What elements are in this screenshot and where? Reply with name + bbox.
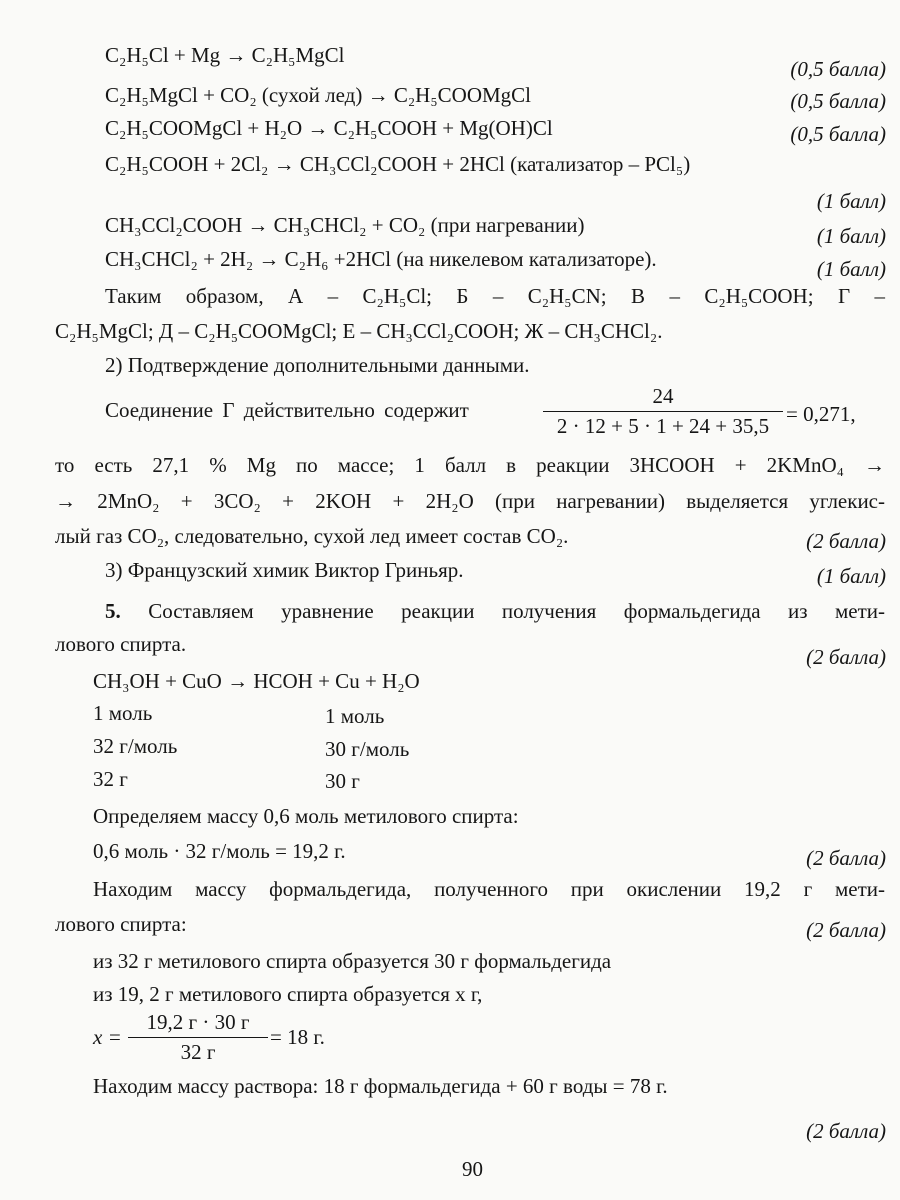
table-cell: 32 г — [93, 767, 128, 791]
confirm-line-3: лый газ CO₂, следовательно, сухой лед имеет состав CO₂. — [55, 524, 569, 548]
proportion-1: из 32 г метилового спирта образуется 30 г формальдегида — [93, 949, 612, 973]
score: (1 балл) — [816, 189, 886, 213]
fraction-numerator: 19,2 г · 30 г — [128, 1010, 268, 1038]
score: (2 балла) — [806, 918, 886, 942]
score: (2 балла) — [806, 529, 886, 553]
score: (2 балла) — [806, 846, 886, 870]
x-result: = 18 г. — [270, 1025, 325, 1049]
table-cell: 1 моль — [93, 701, 153, 725]
fraction-denominator: 2 · 12 + 5 · 1 + 24 + 35,5 — [556, 414, 770, 438]
confirm-line-2: → 2MnO₂ + 3CO₂ + 2KOH + 2H₂O (при нагревании) выделяется углекис- — [55, 489, 885, 513]
score: (1 балл) — [816, 224, 886, 248]
table-cell: 30 г/моль — [325, 737, 410, 761]
reaction-6: CH₃CHCl₂ + 2H₂ → C₂H₆ +2HCl (на никелевом катализаторе). — [105, 247, 657, 271]
proportion-2: из 19, 2 г метилового спирта образуется x г, — [93, 982, 483, 1006]
task-number: 5. — [105, 599, 121, 623]
score: (1 балл) — [816, 257, 886, 281]
mg-fraction — [543, 384, 783, 439]
score: (0,5 балла) — [790, 89, 886, 113]
fraction-result: = 0,271, — [786, 402, 856, 426]
score: (2 балла) — [806, 1119, 886, 1143]
task5-text: Составляем уравнение реакции получения формальдегида из мети- — [148, 599, 886, 623]
summary-line-2: C₂H₅MgCl; Д – C₂H₅COOMgCl; Е – CH₃CCl₂COOH; Ж – CH₃CHCl₂. — [55, 319, 663, 343]
formaldehyde-line-1: Находим массу формальдегида, полученного при окислении 19,2 г мети- — [93, 877, 885, 901]
reaction-3: C₂H₅COOMgCl + H₂O → C₂H₅COOH + Mg(OH)Cl — [105, 116, 553, 140]
table-cell: 30 г — [325, 769, 360, 793]
x-fraction — [128, 1010, 268, 1065]
solution-mass: Находим массу раствора: 18 г формальдегида + 60 г воды = 78 г. — [93, 1074, 668, 1098]
chemist-answer: 3) Французский химик Виктор Гриньяр. — [105, 558, 464, 582]
table-cell: 32 г/моль — [93, 734, 178, 758]
score: (2 балла) — [806, 645, 886, 669]
task5-line-2: лового спирта. — [55, 632, 187, 656]
mass-calc: 0,6 моль · 32 г/моль = 19,2 г. — [93, 839, 346, 863]
score: (0,5 балла) — [790, 122, 886, 146]
formaldehyde-line-2: лового спирта: — [55, 912, 187, 936]
fraction-numerator: 24 — [543, 384, 783, 412]
confirm-line-1: то есть 27,1 % Mg по массе; 1 балл в реакции 3HCOOH + 2KMnO₄ → — [55, 453, 885, 477]
summary-line-1: Таким образом, А – C₂H₅Cl; Б – C₂H₅CN; В – C₂H₅COOH; Г – — [105, 284, 885, 308]
score: (0,5 балла) — [790, 57, 886, 81]
table-cell: 1 моль — [325, 704, 385, 728]
reaction-2: C₂H₅MgCl + CO₂ (сухой лед) → C₂H₅COOMgCl — [105, 83, 532, 107]
mass-heading: Определяем массу 0,6 моль метилового спирта: — [93, 804, 519, 828]
x-variable: x = — [93, 1025, 122, 1049]
confirm-compound-text: Соединение Г действительно содержит — [105, 398, 469, 422]
reaction-5: CH₃CCl₂COOH → CH₃CHCl₂ + CO₂ (при нагревании) — [105, 213, 585, 237]
fraction-denominator: 32 г — [180, 1040, 216, 1064]
page-number: 90 — [462, 1157, 483, 1181]
task5-line-1 — [105, 598, 885, 624]
score: (1 балл) — [816, 564, 886, 588]
reaction-4: C₂H₅COOH + 2Cl₂ → CH₃CCl₂COOH + 2HCl (катализатор – PCl₅) — [105, 152, 691, 176]
reaction-1: C₂H₅Cl + Mg → C₂H₅MgCl — [105, 43, 345, 67]
confirm-heading: 2) Подтверждение дополнительными данными. — [105, 353, 530, 377]
task5-equation: CH₃OH + CuO → HCOH + Cu + H₂O — [93, 669, 420, 693]
